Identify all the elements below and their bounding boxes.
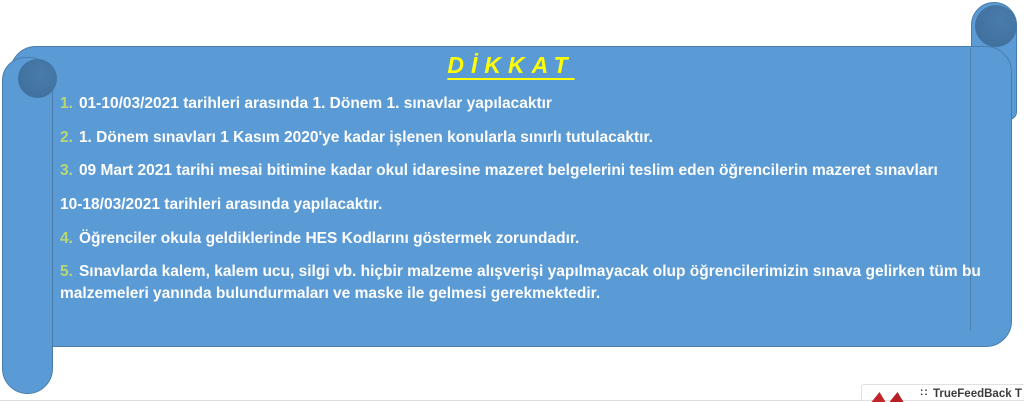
item-text: Öğrenciler okula geldiklerinde HES Kodlarını göstermek zorundadır.	[78, 230, 580, 247]
notice-item-1	[60, 95, 1000, 115]
item-number: 3.	[60, 162, 73, 179]
item-text: 10-18/03/2021 tarihleri arasında yapılacaktır.	[60, 196, 383, 213]
scroll-right-curl	[975, 5, 1017, 47]
scroll-left-roll	[2, 57, 53, 394]
item-number: 4.	[60, 230, 73, 247]
truefeedback-brand-label: TrueFeedBack T	[933, 388, 1022, 400]
item-text: 01-10/03/2021 tarihleri arasında 1. Dönem 1. sınavlar yapılacaktır	[78, 95, 552, 112]
item-text: 1. Dönem sınavları 1 Kasım 2020'ye kadar işlenen konularla sınırlı tutulacaktır.	[78, 129, 653, 146]
truefeedback-watermark	[861, 384, 1024, 401]
item-text: 09 Mart 2021 tarihi mesai bitimine kadar okul idaresine mazeret belgelerini teslim eden öğrencilerin mazeret sınavları	[78, 162, 938, 179]
notice-title: DİKKAT	[447, 52, 575, 78]
notice-item-5-continued	[60, 285, 1000, 305]
item-text: malzemeleri yanında bulundurmaları ve maske ile gelmesi gerekmektedir.	[60, 285, 601, 302]
item-number: 2.	[60, 129, 73, 146]
item-number: 5.	[60, 263, 73, 280]
item-number: 1.	[60, 95, 73, 112]
truefeedback-dots-icon: ::	[920, 387, 929, 398]
notice-item-2	[60, 129, 1000, 149]
item-text: Sınavlarda kalem, kalem ucu, silgi vb. hiçbir malzeme alışverişi yapılmayacak olup öğrencilerimizin sınava gelirken tüm bu	[78, 263, 981, 280]
notice-item-3	[60, 162, 1000, 182]
notice-item-3-continued	[60, 196, 1000, 216]
notice-item-4	[60, 230, 1000, 250]
notice-item-5	[60, 263, 1000, 283]
